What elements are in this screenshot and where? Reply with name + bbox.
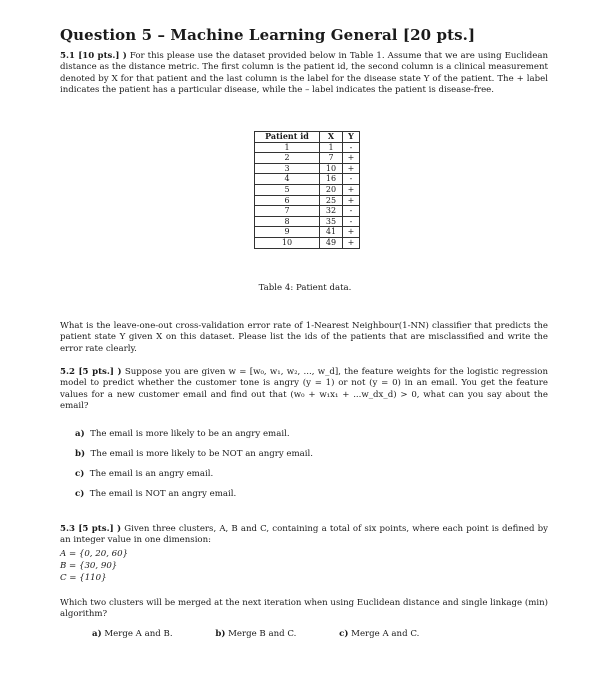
option-text: Merge B and C. — [228, 629, 297, 639]
question-5-1-text: For this please use the dataset provided below in Table 1. Assume that we are using Euclidean distance as the distance metric. The first column is the patient id, the second column is a clinical measurement denoted by X for that patient and the last column is the label for the disease state Y of the patient. The + label indicates the patient has a particular disease, while the – label indicates the patient is disease-free. — [60, 51, 548, 96]
option-5-2-b — [75, 449, 313, 459]
option-5-2-d — [75, 489, 236, 499]
option-letter: a) — [75, 429, 85, 439]
question-5-2-text: Suppose you are given w = [w₀, w₁, w₂, ..., w_d], the feature weights for the logistic regression model to predict whether the customer tone is angry (y = 1) or not (y = 0) in an email. You get the feature values for a new customer email and find out that (w₀ + w₁x₁ + ...w_dx_d) > 0, what can you say about the email? — [60, 367, 548, 412]
table-cell-id: 6 — [255, 195, 320, 206]
table-cell-x: 49 — [320, 237, 343, 248]
option-5-3-c — [339, 629, 439, 639]
table-cell-y: - — [343, 174, 360, 185]
table-cell-id: 9 — [255, 227, 320, 238]
table-cell-y: - — [343, 206, 360, 217]
table-row — [255, 153, 360, 164]
table-cell-x: 25 — [320, 195, 343, 206]
table-cell-id: 3 — [255, 163, 320, 174]
table-cell-y: + — [343, 184, 360, 195]
option-letter: b) — [75, 449, 86, 459]
table-cell-id: 7 — [255, 206, 320, 217]
question-5-3-intro — [60, 524, 548, 547]
option-text: The email is an angry email. — [89, 469, 214, 479]
question-5-3-text: Given three clusters, A, B and C, containing a total of six points, where each point is defined by an integer value in one dimension: — [60, 524, 548, 546]
option-5-2-a — [75, 429, 290, 439]
table-cell-y: - — [343, 216, 360, 227]
option-5-3-a — [92, 629, 193, 639]
table-header-row — [255, 132, 360, 143]
table-cell-y: + — [343, 153, 360, 164]
table-row — [255, 142, 360, 153]
option-letter: c) — [75, 469, 85, 479]
question-5-1-label: 5.1 [10 pts.] ) — [60, 51, 127, 61]
table-row — [255, 163, 360, 174]
table-cell-id: 4 — [255, 174, 320, 185]
table-row — [255, 195, 360, 206]
option-letter: a) — [92, 629, 102, 639]
table-cell-y: - — [343, 142, 360, 153]
question-5-3-question: Which two clusters will be merged at the next iteration when using Euclidean distance and single linkage (min) algorithm? — [60, 598, 548, 620]
table-cell-y: + — [343, 237, 360, 248]
table-cell-id: 2 — [255, 153, 320, 164]
table-row — [255, 216, 360, 227]
table-cell-y: + — [343, 163, 360, 174]
table-cell-x: 16 — [320, 174, 343, 185]
option-5-3-b — [215, 629, 316, 639]
question-5-2-intro — [60, 367, 548, 413]
table-row — [255, 174, 360, 185]
table-cell-x: 35 — [320, 216, 343, 227]
question-5-2-label: 5.2 [5 pts.] ) — [60, 367, 122, 377]
table-cell-id: 10 — [255, 237, 320, 248]
table-cell-x: 41 — [320, 227, 343, 238]
option-letter: c) — [339, 629, 349, 639]
table-cell-x: 32 — [320, 206, 343, 217]
option-letter: c) — [75, 489, 85, 499]
table-cell-y: + — [343, 195, 360, 206]
table-header-y: Y — [343, 132, 360, 143]
page-title: Question 5 – Machine Learning General [20 pts.] — [60, 26, 476, 44]
table-row — [255, 227, 360, 238]
cluster-c: C = {110} — [60, 573, 107, 583]
table-cell-id: 8 — [255, 216, 320, 227]
question-5-1-intro — [60, 51, 548, 97]
table-header-x: X — [320, 132, 343, 143]
option-text: The email is more likely to be NOT an angry email. — [90, 449, 314, 459]
table-row — [255, 206, 360, 217]
table-cell-id: 1 — [255, 142, 320, 153]
question-5-1-question: What is the leave-one-out cross-validation error rate of 1-Nearest Neighbour(1-NN) classifier that predicts the patient state Y given X on this dataset. Please list the ids of the patients that are misclassified and write the error rate clearly. — [60, 321, 548, 354]
option-text: Merge A and B. — [104, 629, 173, 639]
table-cell-x: 7 — [320, 153, 343, 164]
table-row — [255, 237, 360, 248]
option-text: The email is more likely to be an angry email. — [90, 429, 290, 439]
patient-data-table — [254, 131, 360, 249]
table-cell-id: 5 — [255, 184, 320, 195]
question-5-3-label: 5.3 [5 pts.] ) — [60, 524, 122, 534]
cluster-a: A = {0, 20, 60} — [60, 549, 129, 559]
option-5-2-c — [75, 469, 213, 479]
table-row — [255, 184, 360, 195]
cluster-b: B = {30, 90} — [60, 561, 118, 571]
table-caption: Table 4: Patient data. — [258, 283, 352, 293]
option-text: The email is NOT an angry email. — [89, 489, 237, 499]
option-letter: b) — [215, 629, 226, 639]
option-text: Merge A and C. — [351, 629, 420, 639]
table-cell-y: + — [343, 227, 360, 238]
table-cell-x: 1 — [320, 142, 343, 153]
question-5-3-options — [92, 629, 459, 639]
table-header-patient-id: Patient id — [255, 132, 320, 143]
table-cell-x: 10 — [320, 163, 343, 174]
table-cell-x: 20 — [320, 184, 343, 195]
